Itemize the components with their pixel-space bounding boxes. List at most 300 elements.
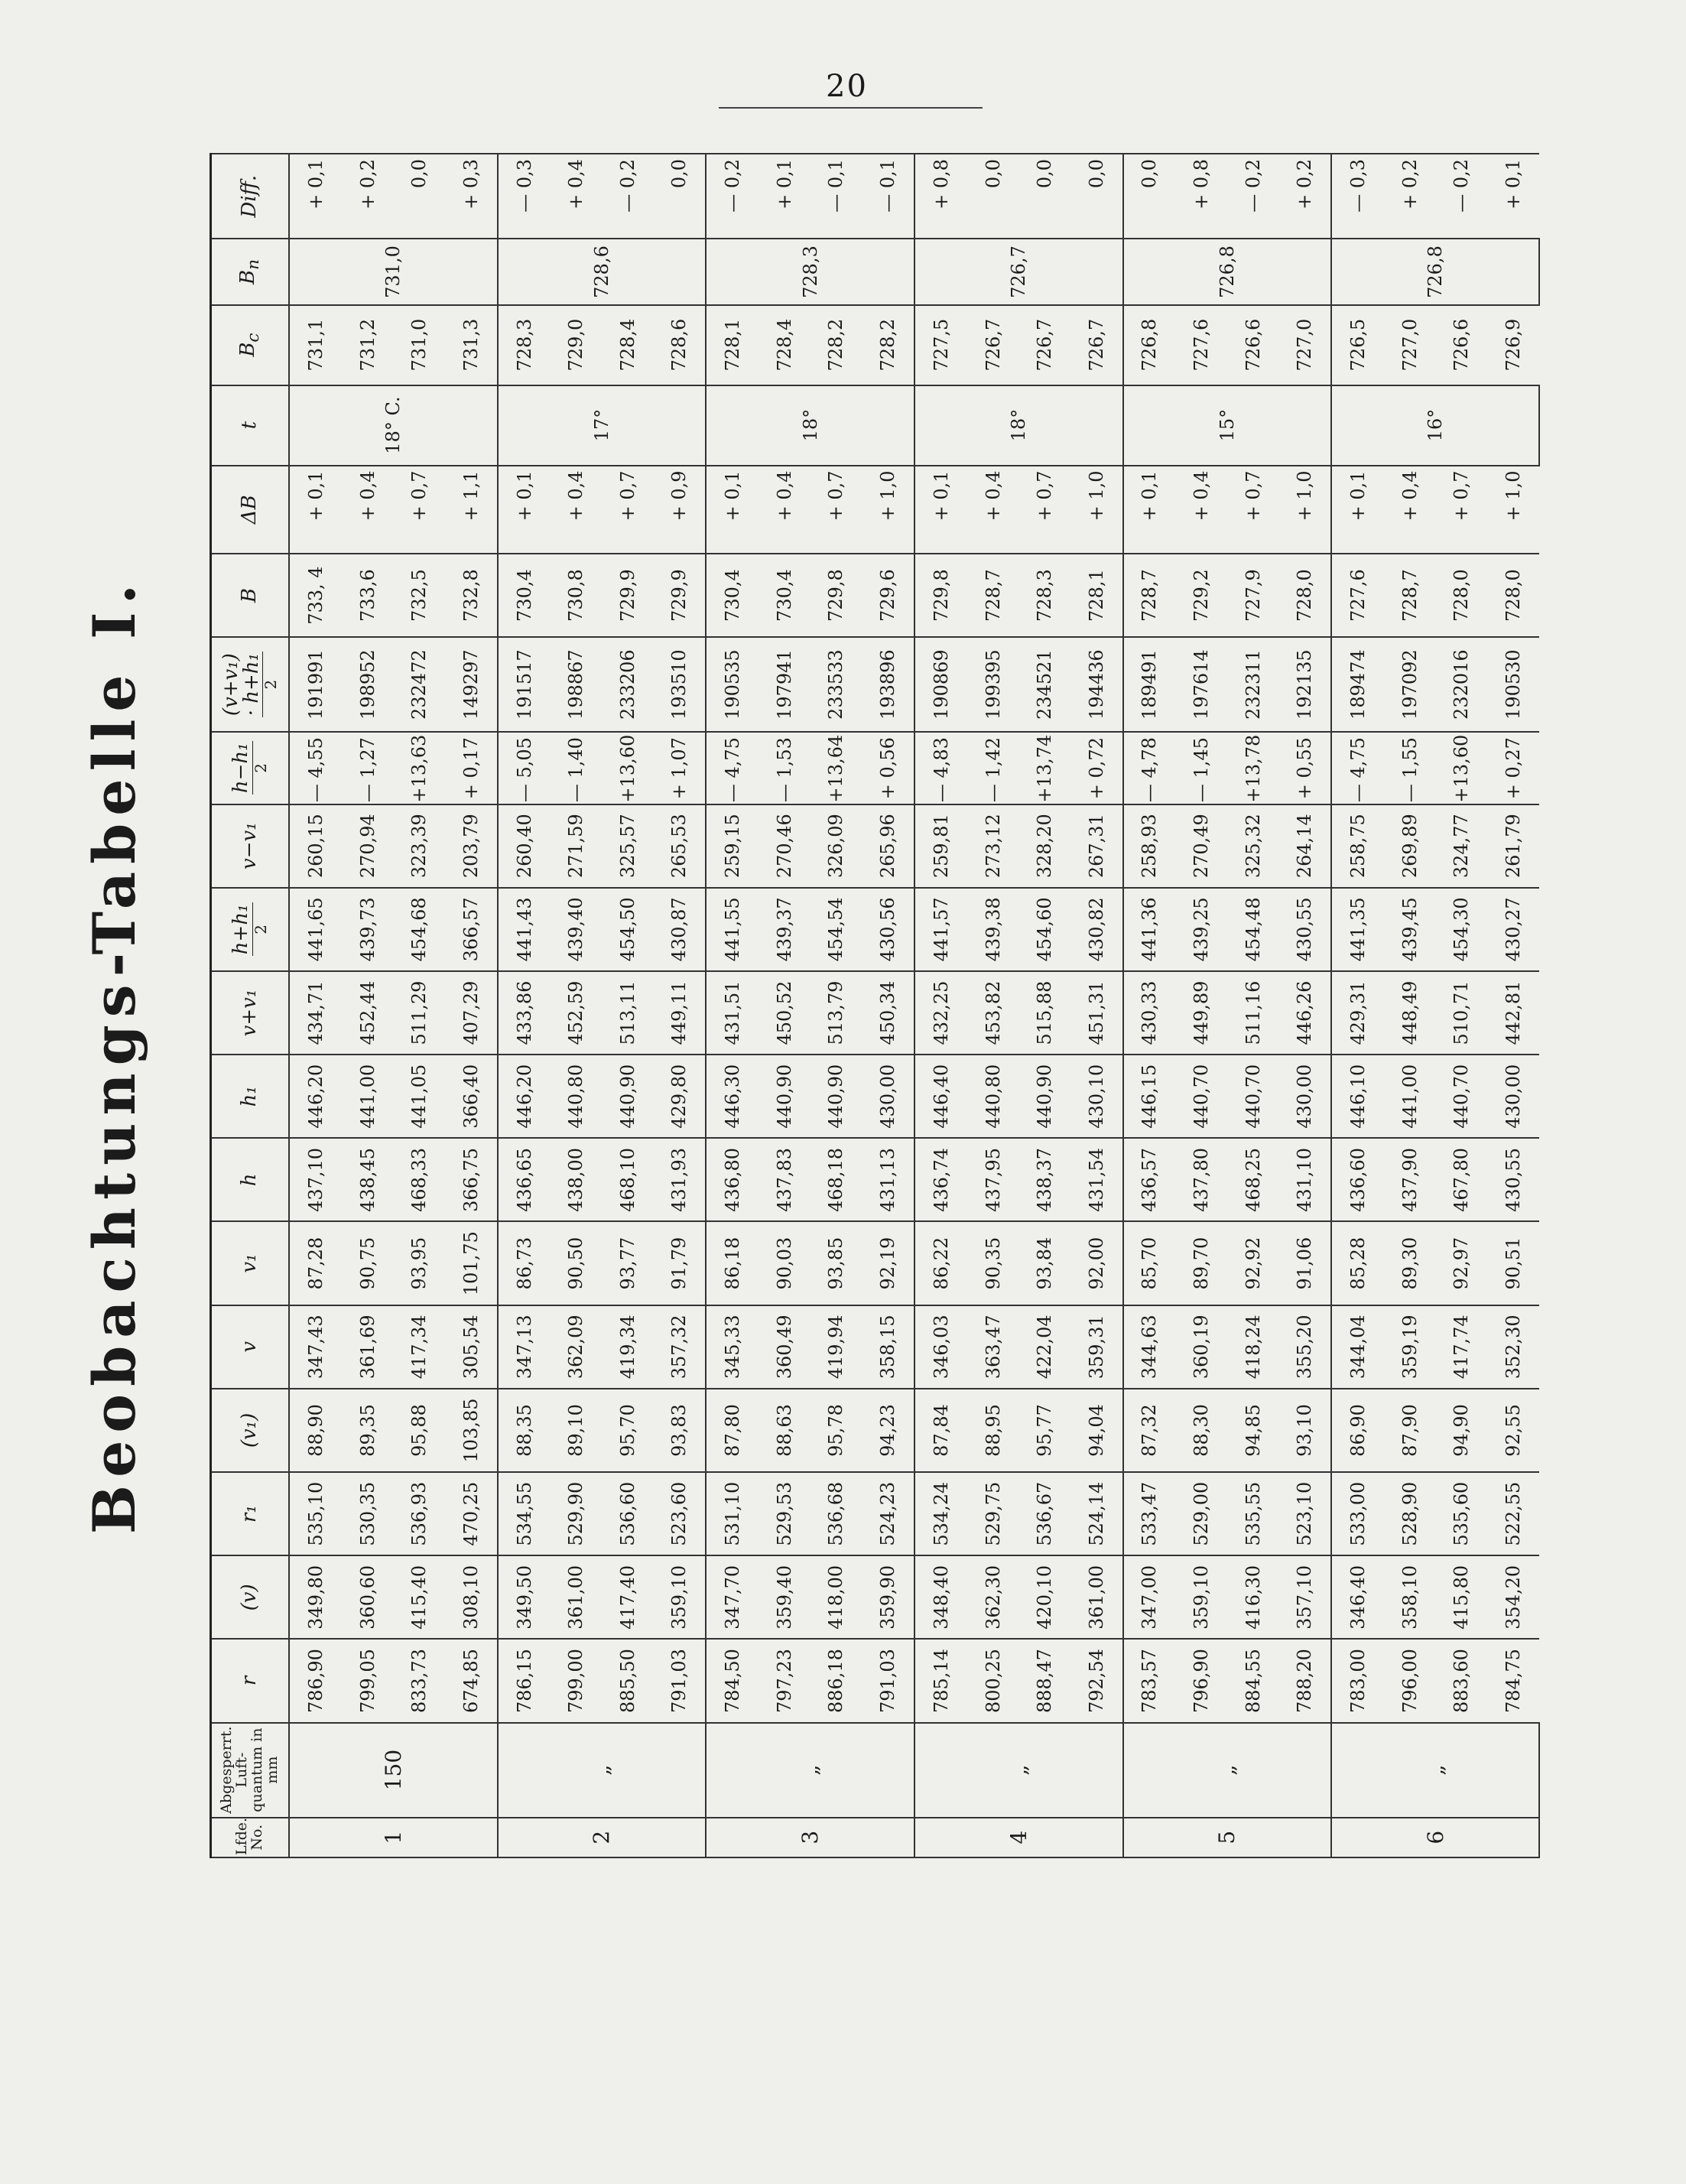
v-cell: 417,74 — [1436, 1305, 1488, 1389]
delta-b-cell: + 0,9 — [654, 466, 707, 554]
v1-cell: 92,97 — [1436, 1222, 1488, 1305]
h-plus-h1-half-cell: 441,36 — [1123, 888, 1176, 971]
h-cell: 436,57 — [1123, 1138, 1176, 1221]
h-plus-h1-half-cell: 439,37 — [759, 888, 811, 971]
v1-cell: 92,00 — [1070, 1222, 1123, 1305]
b-cell: 728,7 — [1123, 554, 1176, 637]
h-plus-h1-half-cell: 366,57 — [445, 888, 498, 971]
header-product — [211, 637, 290, 732]
h1-cell: 441,00 — [342, 1055, 394, 1138]
delta-b-cell: + 0,4 — [967, 466, 1019, 554]
v1-paren-cell: 94,90 — [1436, 1389, 1488, 1472]
product-cell: 197941 — [759, 637, 811, 732]
v-minus-v1-cell: 270,94 — [342, 804, 394, 888]
r-cell: 791,03 — [862, 1639, 914, 1722]
h1-cell: 440,90 — [811, 1055, 862, 1138]
h-minus-h1-half-cell: +13,60 — [1436, 732, 1488, 804]
bc-letter: B — [236, 342, 259, 357]
h-cell: 436,80 — [706, 1138, 759, 1221]
product-cell: 197092 — [1384, 637, 1436, 732]
h-minus-h1-half-cell: — 1,40 — [550, 732, 602, 804]
h-cell: 437,83 — [759, 1138, 811, 1221]
r1-cell: 522,55 — [1487, 1472, 1539, 1555]
h-plus-h1-half-cell: 441,65 — [289, 888, 342, 971]
v-cell: 359,31 — [1070, 1305, 1123, 1389]
h1-cell: 440,90 — [1018, 1055, 1070, 1138]
product-cell: 232016 — [1436, 637, 1488, 732]
r1-cell: 528,90 — [1384, 1472, 1436, 1555]
diff-cell: 0,0 — [393, 154, 445, 239]
diff-cell: + 0,2 — [1384, 154, 1436, 239]
h1-cell: 440,70 — [1175, 1055, 1227, 1138]
h1-cell: 446,30 — [706, 1055, 759, 1138]
h-plus-h1-half-cell: 454,50 — [602, 888, 654, 971]
v1-paren-cell: 89,35 — [342, 1389, 394, 1472]
v-minus-v1-cell: 328,20 — [1018, 804, 1070, 888]
v-paren-cell: 417,40 — [602, 1555, 654, 1639]
v-plus-v1-cell: 450,34 — [862, 971, 914, 1055]
v-cell: 355,20 — [1279, 1305, 1332, 1389]
table-row — [706, 154, 759, 1857]
v1-paren-cell: 95,78 — [811, 1389, 862, 1472]
r-cell: 796,90 — [1175, 1639, 1227, 1722]
v1-cell: 93,95 — [393, 1222, 445, 1305]
r1-cell: 529,90 — [550, 1472, 602, 1555]
v-plus-v1-cell: 432,25 — [914, 971, 967, 1055]
v-paren-cell: 418,00 — [811, 1555, 862, 1639]
delta-b-cell: + 1,0 — [1279, 466, 1332, 554]
v1-paren-cell: 94,85 — [1227, 1389, 1279, 1472]
v-minus-v1-cell: 325,57 — [602, 804, 654, 888]
v-paren-cell: 349,80 — [289, 1555, 342, 1639]
h-minus-h1-half-cell: — 1,45 — [1175, 732, 1227, 804]
b-cell: 728,0 — [1279, 554, 1332, 637]
r-cell: 791,03 — [654, 1639, 707, 1722]
b-cell: 728,0 — [1436, 554, 1488, 637]
v1-cell: 90,75 — [342, 1222, 394, 1305]
header-bn — [211, 239, 290, 304]
r-cell: 883,60 — [1436, 1639, 1488, 1722]
delta-b-cell: + 0,1 — [706, 466, 759, 554]
r-cell: 796,00 — [1384, 1639, 1436, 1722]
v1-cell: 93,84 — [1018, 1222, 1070, 1305]
r-cell: 786,90 — [289, 1639, 342, 1722]
product-cell: 193896 — [862, 637, 914, 732]
header-delta-b: ΔB — [211, 466, 290, 554]
h-cell: 366,75 — [445, 1138, 498, 1221]
header-r1: r₁ — [211, 1472, 290, 1555]
bc-cell: 726,7 — [1018, 305, 1070, 385]
r-cell: 785,14 — [914, 1639, 967, 1722]
group-number-cell: 2 — [498, 1818, 707, 1857]
v-plus-v1-cell: 450,52 — [759, 971, 811, 1055]
v1-paren-cell: 87,32 — [1123, 1389, 1176, 1472]
bn-cell: 726,7 — [914, 239, 1123, 304]
bc-cell: 726,5 — [1331, 305, 1384, 385]
b-cell: 730,4 — [759, 554, 811, 637]
diff-cell: + 0,1 — [759, 154, 811, 239]
bc-cell: 726,8 — [1123, 305, 1176, 385]
h-cell: 468,33 — [393, 1138, 445, 1221]
v-minus-v1-cell: 258,93 — [1123, 804, 1176, 888]
h-minus-h1-half-cell: + 0,56 — [862, 732, 914, 804]
bc-cell: 726,6 — [1436, 305, 1488, 385]
r1-cell: 535,55 — [1227, 1472, 1279, 1555]
v-cell: 422,04 — [1018, 1305, 1070, 1389]
v-plus-v1-cell: 449,11 — [654, 971, 707, 1055]
v-paren-cell: 361,00 — [550, 1555, 602, 1639]
bn-cell: 731,0 — [289, 239, 498, 304]
header-row — [211, 154, 290, 1857]
v-cell: 344,63 — [1123, 1305, 1176, 1389]
v1-paren-cell: 92,55 — [1487, 1389, 1539, 1472]
quantum-cell: „ — [1331, 1723, 1539, 1818]
product-cell: 232472 — [393, 637, 445, 732]
bc-cell: 728,6 — [654, 305, 707, 385]
product-cell: 199395 — [967, 637, 1019, 732]
r1-cell: 529,75 — [967, 1472, 1019, 1555]
h1-cell: 446,40 — [914, 1055, 967, 1138]
diff-cell: + 0,1 — [289, 154, 342, 239]
r-cell: 792,54 — [1070, 1639, 1123, 1722]
r-cell: 799,05 — [342, 1639, 394, 1722]
h-minus-h1-half-cell: — 4,75 — [1331, 732, 1384, 804]
v1-paren-cell: 87,84 — [914, 1389, 967, 1472]
h-cell: 431,54 — [1070, 1138, 1123, 1221]
v-paren-cell: 347,70 — [706, 1555, 759, 1639]
header-v1-paren: (v₁) — [211, 1389, 290, 1472]
v1-cell: 87,28 — [289, 1222, 342, 1305]
delta-b-cell: + 0,1 — [1123, 466, 1176, 554]
product-cell: 193510 — [654, 637, 707, 732]
h-cell: 467,80 — [1436, 1138, 1488, 1221]
h-cell: 468,25 — [1227, 1138, 1279, 1221]
v-paren-cell: 420,10 — [1018, 1555, 1070, 1639]
header-b: B — [211, 554, 290, 637]
r-cell: 783,00 — [1331, 1639, 1384, 1722]
quantum-cell: „ — [1123, 1723, 1332, 1818]
v1-cell: 101,75 — [445, 1222, 498, 1305]
delta-b-cell: + 0,7 — [1436, 466, 1488, 554]
delta-b-cell: + 0,1 — [914, 466, 967, 554]
h1-cell: 446,20 — [289, 1055, 342, 1138]
v-paren-cell: 357,10 — [1279, 1555, 1332, 1639]
h-plus-h1-half-cell: 439,38 — [967, 888, 1019, 971]
r1-cell: 529,53 — [759, 1472, 811, 1555]
h1-cell: 440,90 — [759, 1055, 811, 1138]
r1-cell: 531,10 — [706, 1472, 759, 1555]
product-cell: 198952 — [342, 637, 394, 732]
h-cell: 436,60 — [1331, 1138, 1384, 1221]
v1-cell: 91,06 — [1279, 1222, 1332, 1305]
v-cell: 417,34 — [393, 1305, 445, 1389]
h-minus-h1-half-cell: + 0,72 — [1070, 732, 1123, 804]
v-cell: 360,19 — [1175, 1305, 1227, 1389]
h-minus-h1-half-cell: + 0,55 — [1279, 732, 1332, 804]
product-cell: 190535 — [706, 637, 759, 732]
v1-paren-cell: 88,30 — [1175, 1389, 1227, 1472]
h-cell: 431,93 — [654, 1138, 707, 1221]
h1-cell: 446,15 — [1123, 1055, 1176, 1138]
v-paren-cell: 359,90 — [862, 1555, 914, 1639]
v-plus-v1-cell: 510,71 — [1436, 971, 1488, 1055]
v1-cell: 86,22 — [914, 1222, 967, 1305]
product-cell: 233533 — [811, 637, 862, 732]
diff-cell: — 0,2 — [602, 154, 654, 239]
r1-cell: 536,93 — [393, 1472, 445, 1555]
r1-cell: 524,23 — [862, 1472, 914, 1555]
v-minus-v1-cell: 270,46 — [759, 804, 811, 888]
v-paren-cell: 348,40 — [914, 1555, 967, 1639]
v-minus-v1-cell: 325,32 — [1227, 804, 1279, 888]
v-plus-v1-cell: 448,49 — [1384, 971, 1436, 1055]
t-cell: 18° C. — [289, 385, 498, 466]
t-cell: 15° — [1123, 385, 1332, 466]
delta-b-cell: + 1,0 — [862, 466, 914, 554]
h-cell: 437,10 — [289, 1138, 342, 1221]
product-cell: 233206 — [602, 637, 654, 732]
v-paren-cell: 308,10 — [445, 1555, 498, 1639]
product-cell: 234521 — [1018, 637, 1070, 732]
v-cell: 347,43 — [289, 1305, 342, 1389]
r1-cell: 523,10 — [1279, 1472, 1332, 1555]
v-cell: 358,15 — [862, 1305, 914, 1389]
header-r: r — [211, 1639, 290, 1722]
frac-numerator: h−h₁ — [229, 743, 253, 794]
h-plus-h1-half-cell: 441,57 — [914, 888, 967, 971]
b-cell: 728,7 — [1384, 554, 1436, 637]
r1-cell: 533,47 — [1123, 1472, 1176, 1555]
r1-cell: 470,25 — [445, 1472, 498, 1555]
v-paren-cell: 354,20 — [1487, 1555, 1539, 1639]
delta-b-cell: + 0,4 — [1175, 466, 1227, 554]
v-paren-cell: 349,50 — [498, 1555, 551, 1639]
diff-cell: + 0,1 — [1487, 154, 1539, 239]
h-cell: 431,13 — [862, 1138, 914, 1221]
product-cell: 192135 — [1279, 637, 1332, 732]
delta-b-cell: + 0,4 — [342, 466, 394, 554]
h-cell: 431,10 — [1279, 1138, 1332, 1221]
bn-cell: 726,8 — [1123, 239, 1332, 304]
table-title: Beobachtungs-Tabelle I. — [80, 576, 148, 1535]
r-cell: 833,73 — [393, 1639, 445, 1722]
delta-b-cell: + 0,4 — [550, 466, 602, 554]
bn-cell: 726,8 — [1331, 239, 1539, 304]
delta-b-cell: + 1,0 — [1487, 466, 1539, 554]
h-cell: 430,55 — [1487, 1138, 1539, 1221]
v-plus-v1-cell: 433,86 — [498, 971, 551, 1055]
h-minus-h1-half-cell: — 1,53 — [759, 732, 811, 804]
h-plus-h1-half-cell: 454,54 — [811, 888, 862, 971]
header-v: v — [211, 1305, 290, 1389]
v-plus-v1-cell: 446,26 — [1279, 971, 1332, 1055]
b-cell: 729,9 — [602, 554, 654, 637]
delta-b-cell: + 0,4 — [1384, 466, 1436, 554]
group-number-cell: 5 — [1123, 1818, 1332, 1857]
bc-cell: 726,7 — [967, 305, 1019, 385]
v-paren-cell: 362,30 — [967, 1555, 1019, 1639]
product-cell: 189491 — [1123, 637, 1176, 732]
b-cell: 728,1 — [1070, 554, 1123, 637]
v1-cell: 85,28 — [1331, 1222, 1384, 1305]
v1-cell: 89,30 — [1384, 1222, 1436, 1305]
v-plus-v1-cell: 451,31 — [1070, 971, 1123, 1055]
h-cell: 437,95 — [967, 1138, 1019, 1221]
h-minus-h1-half-cell: — 4,83 — [914, 732, 967, 804]
header-h-plus-h1-half — [211, 888, 290, 971]
bc-subscript: c — [243, 333, 263, 343]
diff-cell: — 0,1 — [862, 154, 914, 239]
diff-cell: + 0,3 — [445, 154, 498, 239]
b-cell: 728,7 — [967, 554, 1019, 637]
v1-cell: 93,85 — [811, 1222, 862, 1305]
b-cell: 730,8 — [550, 554, 602, 637]
h1-cell: 366,40 — [445, 1055, 498, 1138]
b-cell: 729,8 — [811, 554, 862, 637]
group-number-cell: 4 — [914, 1818, 1123, 1857]
v-minus-v1-cell: 324,77 — [1436, 804, 1488, 888]
header-lfde-no: Lfde. No. — [211, 1818, 290, 1857]
header-v-minus-v1: v−v₁ — [211, 804, 290, 888]
r1-cell: 535,60 — [1436, 1472, 1488, 1555]
table-row — [289, 154, 342, 1857]
product-cell: 191991 — [289, 637, 342, 732]
h-cell: 438,45 — [342, 1138, 394, 1221]
rotated-table-container — [210, 153, 1540, 1858]
diff-cell: + 0,8 — [1175, 154, 1227, 239]
h1-cell: 440,80 — [550, 1055, 602, 1138]
header-h: h — [211, 1138, 290, 1221]
v1-cell: 89,70 — [1175, 1222, 1227, 1305]
v1-paren-cell: 93,83 — [654, 1389, 707, 1472]
v-cell: 361,69 — [342, 1305, 394, 1389]
product-cell: 190869 — [914, 637, 967, 732]
v-minus-v1-cell: 265,53 — [654, 804, 707, 888]
h1-cell: 441,00 — [1384, 1055, 1436, 1138]
v-minus-v1-cell: 203,79 — [445, 804, 498, 888]
quantum-cell: 150 — [289, 1723, 498, 1818]
v-minus-v1-cell: 261,79 — [1487, 804, 1539, 888]
delta-b-cell: + 0,7 — [1018, 466, 1070, 554]
v-cell: 360,49 — [759, 1305, 811, 1389]
r-cell: 800,25 — [967, 1639, 1019, 1722]
v1-paren-cell: 94,23 — [862, 1389, 914, 1472]
v1-paren-cell: 87,80 — [706, 1389, 759, 1472]
v-plus-v1-cell: 452,59 — [550, 971, 602, 1055]
v-plus-v1-cell: 449,89 — [1175, 971, 1227, 1055]
v1-cell: 86,73 — [498, 1222, 551, 1305]
bc-cell: 729,0 — [550, 305, 602, 385]
v1-paren-cell: 94,04 — [1070, 1389, 1123, 1472]
v-plus-v1-cell: 429,31 — [1331, 971, 1384, 1055]
h-plus-h1-half-cell: 430,87 — [654, 888, 707, 971]
delta-b-cell: + 1,0 — [1070, 466, 1123, 554]
page-rule — [719, 107, 983, 109]
group-number-cell: 3 — [706, 1818, 914, 1857]
v-minus-v1-cell: 271,59 — [550, 804, 602, 888]
b-cell: 730,4 — [706, 554, 759, 637]
r1-cell: 533,00 — [1331, 1472, 1384, 1555]
bc-cell: 728,4 — [759, 305, 811, 385]
v-paren-cell: 347,00 — [1123, 1555, 1176, 1639]
bc-cell: 727,0 — [1384, 305, 1436, 385]
b-cell: 732,5 — [393, 554, 445, 637]
h-minus-h1-half-cell: +13,74 — [1018, 732, 1070, 804]
r-cell: 885,50 — [602, 1639, 654, 1722]
v-minus-v1-cell: 326,09 — [811, 804, 862, 888]
bc-cell: 728,2 — [811, 305, 862, 385]
v-cell: 347,13 — [498, 1305, 551, 1389]
h-minus-h1-half-cell: + 0,27 — [1487, 732, 1539, 804]
h-plus-h1-half-cell: 454,30 — [1436, 888, 1488, 971]
r-cell: 783,57 — [1123, 1639, 1176, 1722]
h-cell: 436,74 — [914, 1138, 967, 1221]
h-plus-h1-half-cell: 439,73 — [342, 888, 394, 971]
v1-cell: 92,19 — [862, 1222, 914, 1305]
h-minus-h1-half-cell: +13,78 — [1227, 732, 1279, 804]
h-minus-h1-half-cell: — 4,55 — [289, 732, 342, 804]
h-plus-h1-half-cell: 454,60 — [1018, 888, 1070, 971]
h-minus-h1-half-cell: — 4,75 — [706, 732, 759, 804]
r-cell: 886,18 — [811, 1639, 862, 1722]
v-paren-cell: 415,80 — [1436, 1555, 1488, 1639]
v-minus-v1-cell: 264,14 — [1279, 804, 1332, 888]
h1-cell: 430,00 — [862, 1055, 914, 1138]
group-number-cell: 6 — [1331, 1818, 1539, 1857]
bc-cell: 726,7 — [1070, 305, 1123, 385]
b-cell: 729,9 — [654, 554, 707, 637]
r-cell: 888,47 — [1018, 1639, 1070, 1722]
b-cell: 727,6 — [1331, 554, 1384, 637]
h1-cell: 441,05 — [393, 1055, 445, 1138]
header-h-minus-h1-half — [211, 732, 290, 804]
v-plus-v1-cell: 515,88 — [1018, 971, 1070, 1055]
v-cell: 346,03 — [914, 1305, 967, 1389]
h1-cell: 429,80 — [654, 1055, 707, 1138]
bc-cell: 728,2 — [862, 305, 914, 385]
v-cell: 345,33 — [706, 1305, 759, 1389]
bn-letter: B — [236, 269, 259, 285]
r1-cell: 524,14 — [1070, 1472, 1123, 1555]
v-cell: 418,24 — [1227, 1305, 1279, 1389]
frac-denominator: 2 — [251, 762, 270, 773]
v1-cell: 92,92 — [1227, 1222, 1279, 1305]
v-plus-v1-cell: 434,71 — [289, 971, 342, 1055]
bc-cell: 727,6 — [1175, 305, 1227, 385]
v-plus-v1-cell: 513,11 — [602, 971, 654, 1055]
v1-cell: 90,50 — [550, 1222, 602, 1305]
delta-b-cell: + 0,4 — [759, 466, 811, 554]
h-minus-h1-half-cell: — 1,42 — [967, 732, 1019, 804]
v-paren-cell: 416,30 — [1227, 1555, 1279, 1639]
v-cell: 419,34 — [602, 1305, 654, 1389]
bc-cell: 727,5 — [914, 305, 967, 385]
b-cell: 729,2 — [1175, 554, 1227, 637]
delta-b-cell: + 0,1 — [289, 466, 342, 554]
diff-cell: — 0,3 — [498, 154, 551, 239]
r1-cell: 534,24 — [914, 1472, 967, 1555]
b-cell: 730,4 — [498, 554, 551, 637]
t-cell: 16° — [1331, 385, 1539, 466]
bc-cell: 731,2 — [342, 305, 394, 385]
h-plus-h1-half-cell: 454,48 — [1227, 888, 1279, 971]
frac-numerator: h+h₁ — [229, 904, 253, 955]
diff-cell: 0,0 — [1070, 154, 1123, 239]
bc-cell: 727,0 — [1279, 305, 1332, 385]
v-paren-cell: 358,10 — [1384, 1555, 1436, 1639]
h-plus-h1-half-cell: 430,56 — [862, 888, 914, 971]
v-paren-cell: 359,10 — [1175, 1555, 1227, 1639]
